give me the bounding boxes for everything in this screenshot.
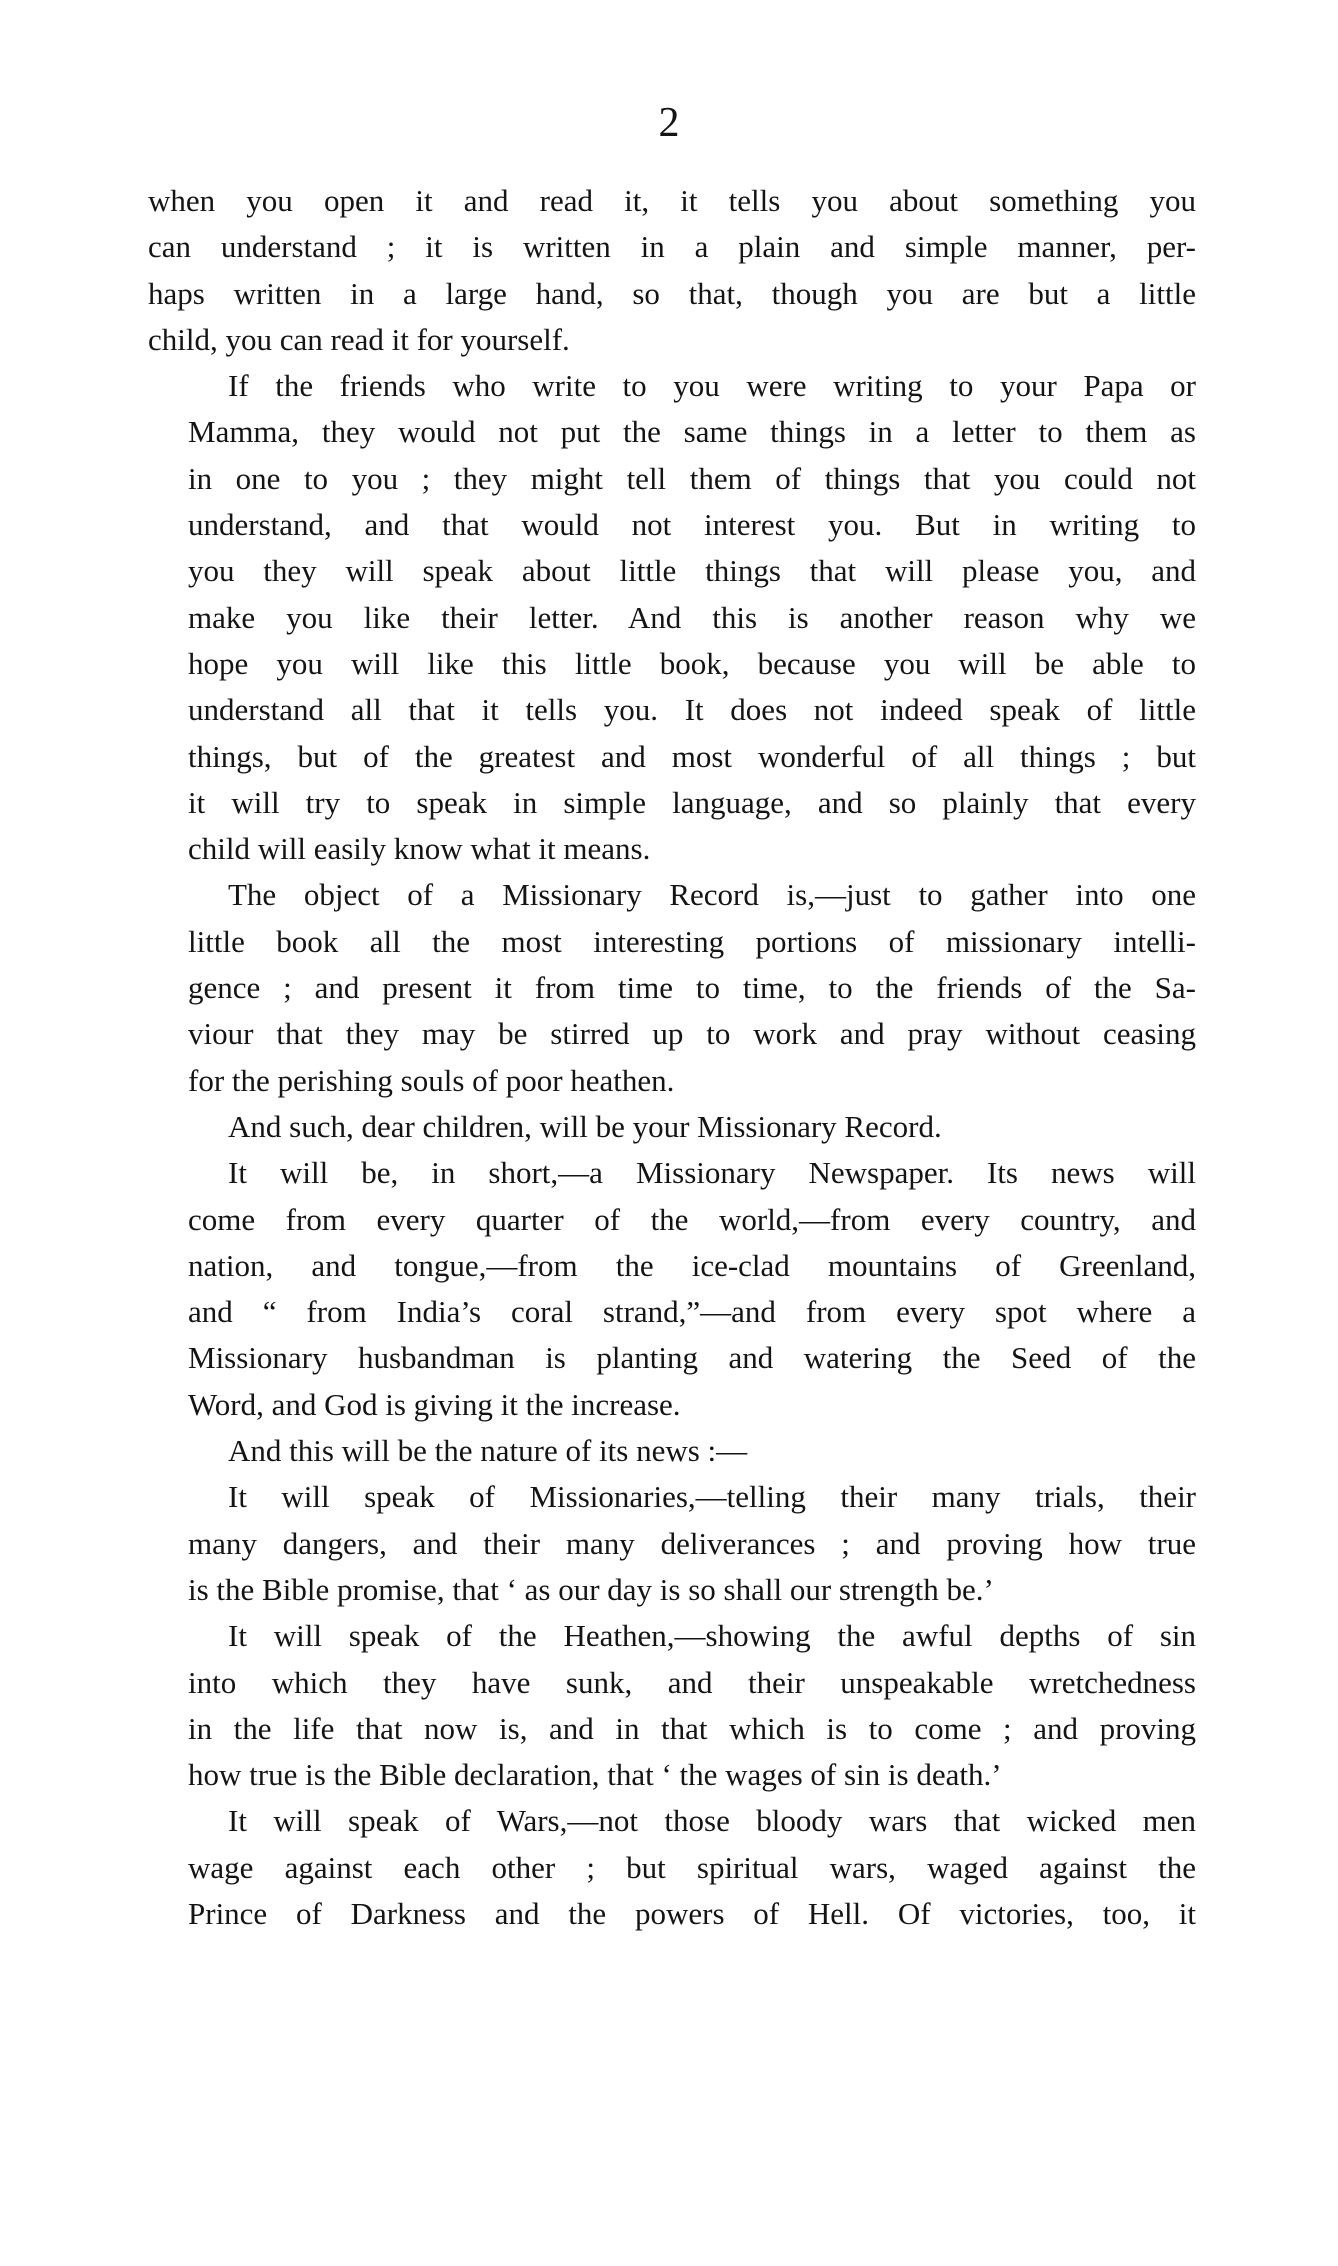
text-line: Prince of Darkness and the powers of Hell. Of victories, too, it	[188, 1895, 1196, 1931]
paragraph-3	[148, 872, 1196, 1103]
text-line: haps written in a large hand, so that, though you are but a little	[148, 275, 1196, 311]
page-number: 2	[658, 100, 680, 146]
text-line: in the life that now is, and in that which is to come ; and proving	[188, 1710, 1196, 1746]
text-line: If the friends who write to you were writing to your Papa or	[228, 368, 1196, 404]
text-line: little book all the most interesting portions of missionary intelli-	[188, 923, 1196, 959]
text-line: can understand ; it is written in a plain and simple manner, per-	[148, 229, 1196, 265]
text-line: into which they have sunk, and their unspeakable wretchedness	[188, 1664, 1196, 1700]
paragraph-8	[148, 1613, 1196, 1798]
text-line: how true is the Bible declaration, that ‘ the wages of sin is death.’	[188, 1757, 1002, 1793]
text-line: And such, dear children, will be your Missionary Record.	[228, 1108, 942, 1144]
text-line: in one to you ; they might tell them of things that you could not	[188, 460, 1196, 496]
text-line: things, but of the greatest and most wonderful of all things ; but	[188, 738, 1196, 774]
text-line: child, you can read it for yourself.	[148, 321, 570, 357]
text-line: hope you will like this little book, because you will be able to	[188, 645, 1196, 681]
text-line: you they will speak about little things that will please you, and	[188, 553, 1196, 589]
paragraph-2	[148, 363, 1196, 872]
text-line: child will easily know what it means.	[188, 831, 651, 867]
text-line: nation, and tongue,—from the ice-clad mountains of Greenland,	[188, 1247, 1196, 1283]
text-line: It will be, in short,—a Missionary Newspaper. Its news will	[228, 1155, 1196, 1191]
paragraph-4	[148, 1104, 1196, 1150]
text-line: The object of a Missionary Record is,—just to gather into one	[228, 877, 1196, 913]
paragraph-9	[148, 1798, 1196, 1937]
text-line: It will speak of the Heathen,—showing the awful depths of sin	[228, 1618, 1196, 1654]
text-line: And this will be the nature of its news :—	[228, 1433, 748, 1469]
text-line: Missionary husbandman is planting and watering the Seed of the	[188, 1340, 1196, 1376]
text-line: Mamma, they would not put the same things in a letter to them as	[188, 414, 1196, 450]
text-line: when you open it and read it, it tells you about something you	[148, 183, 1196, 218]
text-line: for the perishing souls of poor heathen.	[188, 1062, 675, 1098]
text-line: make you like their letter. And this is another reason why we	[188, 599, 1196, 635]
text-line: It will speak of Wars,—not those bloody wars that wicked men	[228, 1803, 1196, 1839]
text-line: is the Bible promise, that ‘ as our day is so shall our strength be.’	[188, 1571, 994, 1607]
text-line: gence ; and present it from time to time, to the friends of the Sa-	[188, 970, 1196, 1006]
text-line: many dangers, and their many deliverances ; and proving how true	[188, 1525, 1196, 1561]
text-line: come from every quarter of the world,—from every country, and	[188, 1201, 1196, 1237]
text-line: wage against each other ; but spiritual wars, waged against the	[188, 1849, 1196, 1885]
text-line: and “ from India’s coral strand,”—and from every spot where a	[188, 1294, 1196, 1330]
paragraph-6	[148, 1428, 1196, 1474]
text-line: viour that they may be stirred up to work and pray without ceasing	[188, 1016, 1196, 1052]
paragraph-1	[148, 178, 1196, 363]
text-line: It will speak of Missionaries,—telling their many trials, their	[228, 1479, 1196, 1515]
page-body	[148, 178, 1196, 1937]
text-line: Word, and God is giving it the increase.	[188, 1386, 681, 1422]
text-line: it will try to speak in simple language, and so plainly that every	[188, 784, 1196, 820]
paragraph-5	[148, 1150, 1196, 1428]
text-line: understand all that it tells you. It does not indeed speak of little	[188, 692, 1196, 728]
text-line: understand, and that would not interest you. But in writing to	[188, 507, 1196, 543]
paragraph-7	[148, 1474, 1196, 1613]
